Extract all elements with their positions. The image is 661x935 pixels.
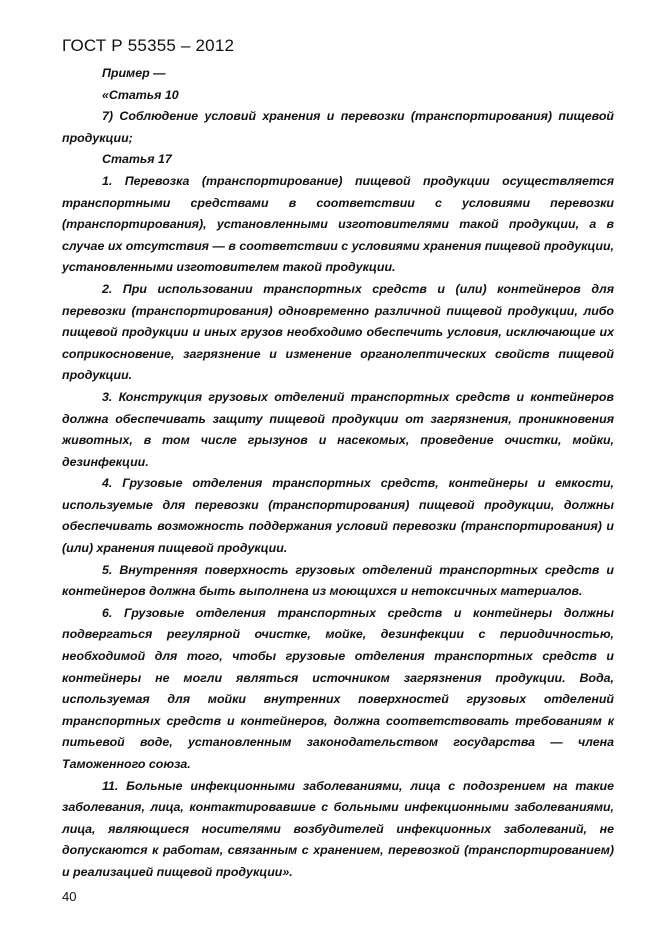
article-17-item-4: 4. Грузовые отделения транспортных средств, контейнеры и емкости, используемые для перевозки (транспортирования) пищевой продукции, должны обеспечивать возможность поддержания условий перевозки (транспортирования) и (или) хранения пищевой продукции. <box>62 476 614 556</box>
article-17-item-11: 11. Больные инфекционными заболеваниями, лица с подозрением на такие заболевания, лица, контактировавшие с больными инфекционными заболеваниями, лица, являющиеся носителями возбудителей инфекционных заболеваний, не допускаются к работам, связанным с хранением, перевозкой (транспортированием) и реализацией пищевой продукции». <box>62 778 614 879</box>
article-10-heading: «Статья 10 <box>102 87 179 102</box>
article-17-item-1: 1. Перевозка (транспортирование) пищевой продукции осуществляется транспортными средствами в соответствии с условиями перевозки (транспортирования), установленными изготовителями такой продукции, а в случае их отсутствия — в соответствии с условиями хранения пищевой продукции, установленными изготовителем такой продукции. <box>62 173 614 275</box>
document-body <box>62 63 614 884</box>
article-17-item-5: 5. Внутренняя поверхность грузовых отделений транспортных средств и контейнеров должна быть выполнена из моющихся и нетоксичных материалов. <box>62 562 614 599</box>
page-number: 40 <box>62 889 77 904</box>
article-17-item-6: 6. Грузовые отделения транспортных средств и контейнеры должны подвергаться регулярной очистке, мойке, дезинфекции с периодичностью, необходимой для того, чтобы грузовые отделения транспортных средств и контейнеры не могли являться источником загрязнения продукции. Вода, используемая для мойки внутренних поверхностей грузовых отделений транспортных средств и контейнеров, должна соответствовать требованиям к питьевой воде, установленным законодательством государства — члена Таможенного союза. <box>62 605 614 771</box>
document-header: ГОСТ Р 55355 – 2012 <box>62 36 235 55</box>
article-10-item-7: 7) Соблюдение условий хранения и перевозки (транспортирования) пищевой продукции; <box>62 109 614 145</box>
example-label: Пример — <box>102 66 166 80</box>
article-17-heading: Статья 17 <box>102 152 172 167</box>
article-17-item-2: 2. При использовании транспортных средств и (или) контейнеров для перевозки (транспортирования) одновременно различной пищевой продукции, либо пищевой продукции и иных грузов необходимо обеспечить условия, исключающие их соприкосновение, загрязнение и изменение органолептических свойств пищевой продукции. <box>62 281 614 383</box>
article-17-item-3: 3. Конструкция грузовых отделений транспортных средств и контейнеров должна обеспечивать защиту пищевой продукции от загрязнения, проникновения животных, в том числе грызунов и насекомых, проведение очистки, мойки, дезинфекции. <box>62 389 614 469</box>
